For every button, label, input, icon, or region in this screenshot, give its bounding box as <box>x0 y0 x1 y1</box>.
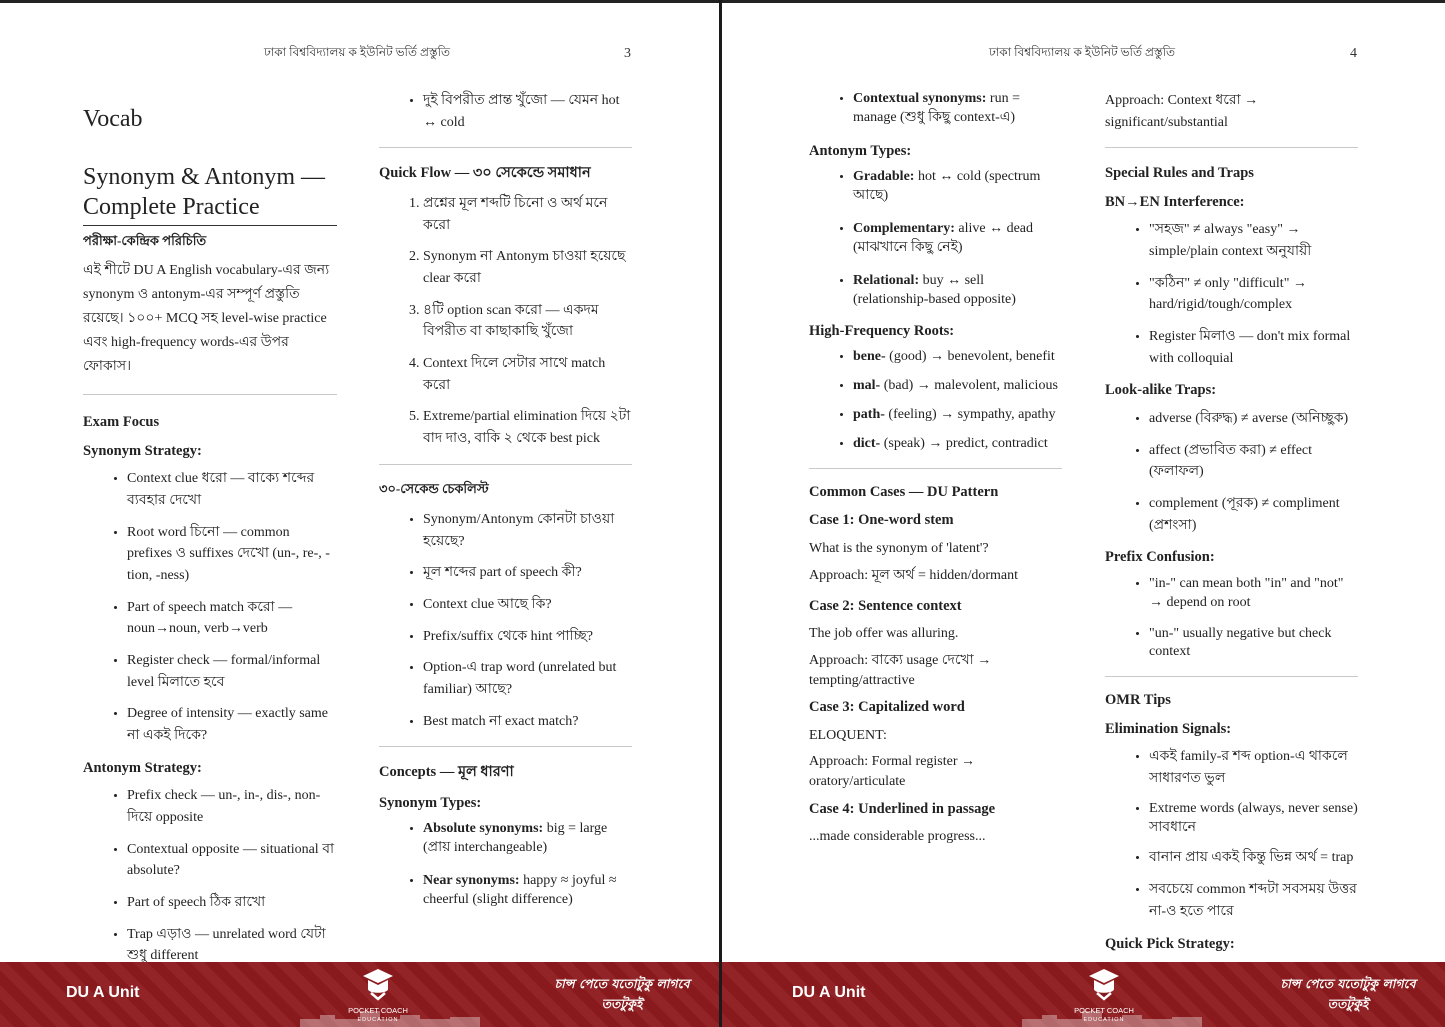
case-title: Case 1: One-word stem <box>809 512 954 529</box>
synonym-types-list <box>379 820 632 910</box>
list-item: • Gradable: hot ↔ cold (spectrum আছে) <box>853 168 1062 206</box>
checklist-item: • Synonym/Antonym কোনটা চাওয়া হয়েছে? <box>423 509 632 552</box>
list-item: • affect (প্রভাবিত করা) ≠ effect (ফলাফল) <box>1149 440 1358 483</box>
lookalike-heading: Look-alike Traps: <box>1105 382 1217 399</box>
list-item: • Degree of intensity — exactly same না একই দিকে? <box>127 703 337 746</box>
case-approach: Approach: Formal register → oratory/articulate <box>809 754 976 790</box>
page-number: 4 <box>1350 46 1357 61</box>
footer-tagline: চান্স পেতে যতোটুকু লাগবে ততটুকুই <box>1280 976 1416 1011</box>
roots-heading: High-Frequency Roots: <box>809 322 955 339</box>
section-title: Vocab <box>83 106 143 132</box>
divider <box>379 746 632 747</box>
list-item: • একই family-র শব্দ option-এ থাকলে সাধারণত ভুল <box>1149 746 1358 789</box>
list-item: • "un-" usually negative but check context <box>1149 625 1358 663</box>
checklist-heading: ৩০-সেকেন্ড চেকলিস্ট <box>379 480 489 496</box>
case-question: ...made considerable progress... <box>809 829 986 845</box>
list-item: • Root word চিনো — common prefixes ও suffixes দেখো (un-, re-, -tion, -ness) <box>127 522 337 587</box>
page3-column-1 <box>83 101 337 962</box>
divider <box>379 147 632 148</box>
page4-column-2 <box>1105 90 1358 955</box>
footer-banner <box>0 962 719 1027</box>
page-title: Synonym & Antonym — Complete Practice <box>83 162 337 226</box>
list-item: • bene- (good) → benevolent, benefit <box>853 348 1062 367</box>
case-title: Case 4: Underlined in passage <box>809 800 996 817</box>
case-title: Case 3: Capitalized word <box>809 699 965 716</box>
omr-tips-heading: OMR Tips <box>1105 692 1171 709</box>
checklist-item: • Context clue আছে কি? <box>423 594 632 616</box>
synonym-strategy-heading: Synonym Strategy: <box>83 442 202 459</box>
list-item: • path- (feeling) → sympathy, apathy <box>853 406 1062 425</box>
case-title: Case 2: Sentence context <box>809 597 962 614</box>
list-item: • Register check — formal/informal level মিলাতে হবে <box>127 650 337 693</box>
list-item: • Part of speech ঠিক রাখো <box>127 892 337 914</box>
approach-text: Approach: Context ধরো → significant/substantial <box>1105 93 1259 130</box>
list-item: • Near synonyms: happy ≈ joyful ≈ cheerful (slight difference) <box>423 872 632 910</box>
case-question: The job offer was alluring. <box>809 626 959 642</box>
case-approach: Approach: বাক্যে usage দেখো → tempting/attractive <box>809 653 992 688</box>
divider <box>1105 676 1358 677</box>
running-title: ঢাকা বিশ্ববিদ্যালয় ক ইউনিট ভর্তি প্রস্তুতি <box>264 45 451 59</box>
elimination-list <box>1105 746 1358 922</box>
brand-name: POCKET COACH <box>1074 1006 1134 1015</box>
running-title: ঢাকা বিশ্ববিদ্যালয় ক ইউনিট ভর্তি প্রস্তুতি <box>989 45 1176 59</box>
divider <box>809 468 1062 469</box>
case-question: ELOQUENT: <box>809 727 887 743</box>
checklist-item: • Best match না exact match? <box>423 711 632 733</box>
checklist-item: • মূল শব্দের part of speech কী? <box>423 562 632 584</box>
bn-en-heading: BN→EN Interference: <box>1105 193 1245 210</box>
checklist-item: • Option-এ trap word (unrelated but familiar) আছে? <box>423 657 632 700</box>
concepts-heading: Concepts — মূল ধারণা <box>379 764 514 781</box>
brand-logo <box>342 964 414 1024</box>
list-item: • সবচেয়ে common শব্দটা সবসময় উত্তর না-ও হতে পারে <box>1149 879 1358 922</box>
elimination-heading: Elimination Signals: <box>1105 720 1232 737</box>
brand-sub: EDUCATION <box>1083 1017 1125 1023</box>
quick-flow-steps <box>379 193 632 450</box>
case-question: What is the synonym of 'latent'? <box>809 540 989 556</box>
list-item: • Complementary: alive ↔ dead (মাঝখানে কিছু নেই) <box>853 220 1062 258</box>
antonym-types-list <box>809 168 1062 309</box>
list-item: • complement (পূরক) ≠ compliment (প্রশংসা) <box>1149 493 1358 536</box>
step-item: 5. Extreme/partial elimination দিয়ে ২টা বাদ দাও, বাকি ২ থেকে best pick <box>423 406 632 449</box>
step-item: 2. Synonym না Antonym চাওয়া হয়েছে clear করো <box>423 246 632 289</box>
list-item: • Extreme words (always, never sense) সাবধানে <box>1149 800 1358 838</box>
prefix-confusion-heading: Prefix Confusion: <box>1105 549 1215 566</box>
page-number: 3 <box>624 46 631 61</box>
antonym-strategy-heading: Antonym Strategy: <box>83 759 202 776</box>
list-item: • Relational: buy ↔ sell (relationship-based opposite) <box>853 272 1062 310</box>
list-item: • বানান প্রায় একই কিন্তু ভিন্ন অর্থ = trap <box>1149 847 1358 869</box>
list-item: • Part of speech match করো — noun→noun, verb→verb <box>127 597 337 640</box>
common-cases-heading: Common Cases — DU Pattern <box>809 483 999 500</box>
list-item: • Trap এড়াও — unrelated word যেটা শুধু different <box>127 924 337 962</box>
footer-tagline: চান্স পেতে যতোটুকু লাগবে ততটুকুই <box>554 976 690 1011</box>
intro-text: এই শীটে DU A English vocabulary-এর জন্য synonym ও antonym-এর সম্পূর্ণ প্রস্তুতি রয়েছে। ১০০+ MCQ সহ level-wise practice এবং high-frequency words-এর উপর ফোকাস। <box>83 263 330 374</box>
checklist <box>379 509 632 733</box>
case-approach: Approach: মূল অর্থ = hidden/dormant <box>809 568 1019 584</box>
quick-flow-heading: Quick Flow — ৩০ সেকেন্ডে সমাধান <box>379 165 591 182</box>
step-item: 1. প্রশ্নের মূল শব্দটি চিনো ও অর্থ মনে করো <box>423 193 632 236</box>
list-item: • "সহজ" ≠ always "easy" → simple/plain context অনুযায়ী <box>1149 219 1358 262</box>
synonym-strategy-list <box>83 468 337 747</box>
special-rules-heading: Special Rules and Traps <box>1105 165 1254 182</box>
list-item: • adverse (বিরুদ্ধ) ≠ averse (অনিচ্ছুক) <box>1149 408 1358 430</box>
graduation-cap-icon <box>362 967 394 1003</box>
list-item: • dict- (speak) → predict, contradict <box>853 435 1062 454</box>
brand-sub: EDUCATION <box>357 1017 399 1023</box>
list-item: • "কঠিন" ≠ only "difficult" → hard/rigid/tough/complex <box>1149 273 1358 316</box>
list-item: • "in-" can mean both "in" and "not" → depend on root <box>1149 575 1358 613</box>
page-4 <box>722 3 1445 962</box>
page3-column-2 <box>379 90 632 920</box>
brand-logo <box>1068 964 1140 1024</box>
synonym-types-heading: Synonym Types: <box>379 794 482 811</box>
divider <box>83 394 337 395</box>
list-item: • দুই বিপরীত প্রান্ত খুঁজো — যেমন hot ↔ cold <box>423 90 632 133</box>
page4-column-1 <box>809 90 1062 848</box>
list-item: • Prefix check — un-, in-, dis-, non- দিয়ে opposite <box>127 785 337 828</box>
step-item: 3. ৪টি option scan করো — একদম বিপরীত বা কাছাকাছি খুঁজো <box>423 300 632 343</box>
list-item: • Contextual opposite — situational বা absolute? <box>127 839 337 882</box>
continued-list <box>379 90 632 133</box>
bn-en-list <box>1105 219 1358 369</box>
list-item: • Absolute synonyms: big = large (প্রায় interchangeable) <box>423 820 632 858</box>
footer-banner <box>722 962 1445 1027</box>
antonym-strategy-list <box>83 785 337 962</box>
footer-unit-label: DU A Unit <box>792 984 866 1001</box>
intro-heading: পরীক্ষা-কেন্দ্রিক পরিচিতি <box>83 233 207 249</box>
antonym-types-heading: Antonym Types: <box>809 142 912 159</box>
roots-list <box>809 348 1062 454</box>
graduation-cap-icon <box>1088 967 1120 1003</box>
list-item: • Context clue ধরো — বাক্যে শব্দের ব্যবহার দেখো <box>127 468 337 511</box>
brand-name: POCKET COACH <box>348 1006 408 1015</box>
lookalike-list <box>1105 408 1358 536</box>
checklist-item: • Prefix/suffix থেকে hint পাচ্ছি? <box>423 626 632 648</box>
divider <box>379 464 632 465</box>
page-3 <box>0 3 719 962</box>
divider <box>1105 147 1358 148</box>
list-item: • mal- (bad) → malevolent, malicious <box>853 377 1062 396</box>
contextual-list <box>809 90 1062 128</box>
quick-pick-heading: Quick Pick Strategy: <box>1105 935 1235 952</box>
step-item: 4. Context দিলে সেটার সাথে match করো <box>423 353 632 396</box>
list-item: • Register মিলাও — don't mix formal with colloquial <box>1149 326 1358 369</box>
list-item: • Contextual synonyms: run = manage (শুধু কিছু context-এ) <box>853 90 1062 128</box>
prefix-confusion-list <box>1105 575 1358 663</box>
exam-focus-heading: Exam Focus <box>83 414 160 431</box>
footer-unit-label: DU A Unit <box>66 984 140 1001</box>
